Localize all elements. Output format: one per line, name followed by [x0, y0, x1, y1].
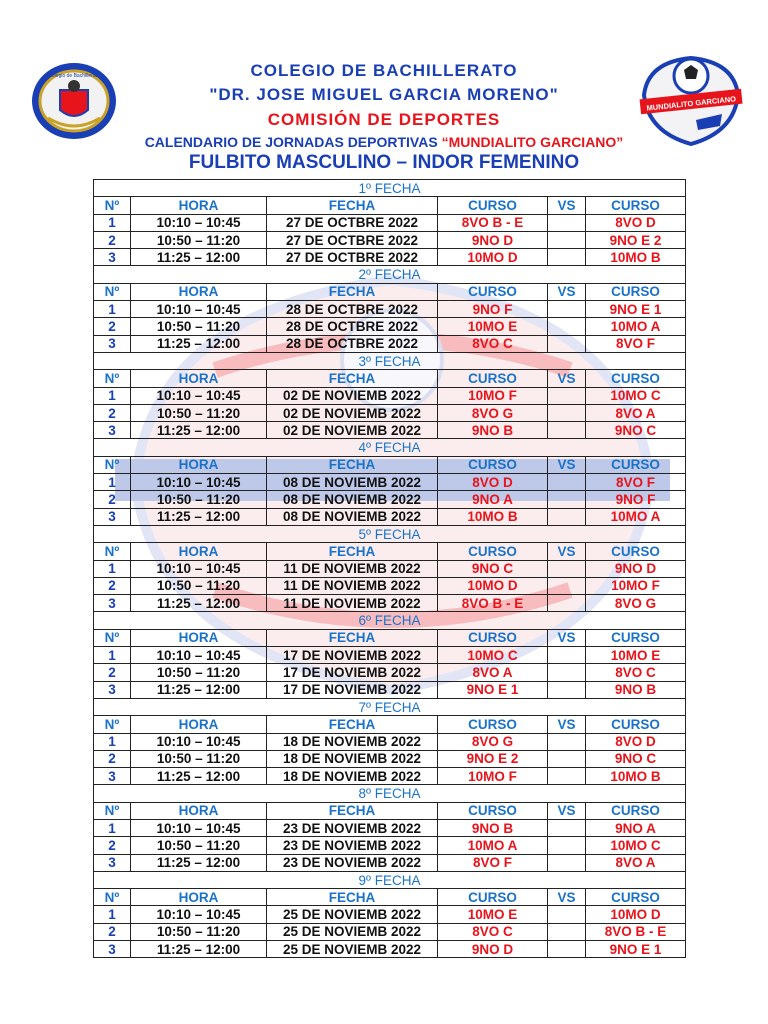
hora-header: HORA	[131, 370, 267, 387]
match-date: 23 DE NOVIEMB 2022	[267, 837, 438, 854]
team-b: 9NO C	[586, 750, 686, 767]
match-number: 1	[94, 733, 131, 750]
team-a: 10MO A	[438, 837, 548, 854]
versus-cell	[548, 560, 586, 577]
match-time: 10:50 – 11:20	[131, 664, 267, 681]
match-date: 25 DE NOVIEMB 2022	[267, 906, 438, 923]
number-header: Nº	[94, 543, 131, 560]
team-a: 10MO F	[438, 768, 548, 785]
match-time: 11:25 – 12:00	[131, 768, 267, 785]
versus-cell	[548, 768, 586, 785]
round-title-row	[94, 180, 686, 197]
round-title: 9º FECHA	[94, 871, 686, 888]
match-row	[94, 595, 686, 612]
team-b: 9NO D	[586, 560, 686, 577]
team-a: 8VO G	[438, 404, 548, 421]
match-date: 27 DE OCTBRE 2022	[267, 214, 438, 231]
versus-cell	[548, 335, 586, 352]
fecha-header: FECHA	[267, 370, 438, 387]
team-a: 9NO C	[438, 560, 548, 577]
versus-cell	[548, 404, 586, 421]
match-date: 27 DE OCTBRE 2022	[267, 249, 438, 266]
team-b: 8VO D	[586, 733, 686, 750]
curso-b-header: CURSO	[586, 802, 686, 819]
match-row	[94, 249, 686, 266]
versus-cell	[548, 837, 586, 854]
hora-header: HORA	[131, 283, 267, 300]
team-a: 9NO D	[438, 941, 548, 958]
match-date: 17 DE NOVIEMB 2022	[267, 681, 438, 698]
match-time: 11:25 – 12:00	[131, 941, 267, 958]
round-title-row	[94, 871, 686, 888]
team-b: 9NO E 1	[586, 301, 686, 318]
school-logo-text: Colegio de Bachillerato	[48, 73, 100, 79]
match-date: 28 DE OCTBRE 2022	[267, 318, 438, 335]
match-date: 18 DE NOVIEMB 2022	[267, 733, 438, 750]
round-title-row	[94, 266, 686, 283]
match-row	[94, 923, 686, 940]
hora-header: HORA	[131, 889, 267, 906]
curso-b-header: CURSO	[586, 716, 686, 733]
fecha-header: FECHA	[267, 716, 438, 733]
team-a: 8VO B - E	[438, 595, 548, 612]
round-title: 4º FECHA	[94, 439, 686, 456]
match-row	[94, 647, 686, 664]
match-number: 2	[94, 837, 131, 854]
match-row	[94, 474, 686, 491]
team-b: 8VO A	[586, 854, 686, 871]
match-row	[94, 577, 686, 594]
match-number: 3	[94, 941, 131, 958]
team-b: 8VO C	[586, 664, 686, 681]
round-title-row	[94, 785, 686, 802]
match-time: 10:50 – 11:20	[131, 750, 267, 767]
match-number: 1	[94, 387, 131, 404]
team-b: 10MO F	[586, 577, 686, 594]
team-b: 10MO E	[586, 647, 686, 664]
hora-header: HORA	[131, 197, 267, 214]
vs-header: VS	[548, 889, 586, 906]
round-title-row	[94, 525, 686, 542]
match-row	[94, 231, 686, 248]
versus-cell	[548, 733, 586, 750]
curso-a-header: CURSO	[438, 456, 548, 473]
curso-b-header: CURSO	[586, 370, 686, 387]
match-number: 1	[94, 560, 131, 577]
curso-a-header: CURSO	[438, 370, 548, 387]
team-a: 9NO E 2	[438, 750, 548, 767]
calendar-title-prefix: CALENDARIO DE JORNADAS DEPORTIVAS	[144, 134, 442, 150]
match-time: 10:50 – 11:20	[131, 491, 267, 508]
team-a: 9NO B	[438, 819, 548, 836]
curso-b-header: CURSO	[586, 543, 686, 560]
team-b: 10MO C	[586, 837, 686, 854]
match-number: 3	[94, 681, 131, 698]
round-title-row	[94, 352, 686, 369]
match-date: 23 DE NOVIEMB 2022	[267, 854, 438, 871]
number-header: Nº	[94, 716, 131, 733]
match-number: 1	[94, 301, 131, 318]
column-header-row	[94, 283, 686, 300]
round-title: 3º FECHA	[94, 352, 686, 369]
match-number: 1	[94, 819, 131, 836]
team-a: 8VO C	[438, 335, 548, 352]
column-header-row	[94, 716, 686, 733]
match-time: 10:50 – 11:20	[131, 923, 267, 940]
match-number: 3	[94, 249, 131, 266]
curso-a-header: CURSO	[438, 629, 548, 646]
team-b: 8VO D	[586, 214, 686, 231]
match-date: 18 DE NOVIEMB 2022	[267, 768, 438, 785]
match-time: 10:10 – 10:45	[131, 906, 267, 923]
team-a: 10MO F	[438, 387, 548, 404]
versus-cell	[548, 387, 586, 404]
column-header-row	[94, 889, 686, 906]
match-row	[94, 837, 686, 854]
round-title: 1º FECHA	[94, 180, 686, 197]
round-title: 5º FECHA	[94, 525, 686, 542]
match-row	[94, 508, 686, 525]
match-time: 11:25 – 12:00	[131, 595, 267, 612]
match-time: 10:10 – 10:45	[131, 819, 267, 836]
number-header: Nº	[94, 370, 131, 387]
match-time: 10:10 – 10:45	[131, 474, 267, 491]
match-date: 28 DE OCTBRE 2022	[267, 335, 438, 352]
vs-header: VS	[548, 802, 586, 819]
fecha-header: FECHA	[267, 456, 438, 473]
match-date: 11 DE NOVIEMB 2022	[267, 595, 438, 612]
curso-b-header: CURSO	[586, 283, 686, 300]
fecha-header: FECHA	[267, 543, 438, 560]
match-time: 10:50 – 11:20	[131, 404, 267, 421]
versus-cell	[548, 595, 586, 612]
round-title: 8º FECHA	[94, 785, 686, 802]
match-row	[94, 404, 686, 421]
match-row	[94, 750, 686, 767]
match-row	[94, 854, 686, 871]
hora-header: HORA	[131, 802, 267, 819]
vs-header: VS	[548, 283, 586, 300]
versus-cell	[548, 301, 586, 318]
match-number: 1	[94, 214, 131, 231]
match-number: 2	[94, 750, 131, 767]
match-date: 28 DE OCTBRE 2022	[267, 301, 438, 318]
versus-cell	[548, 819, 586, 836]
match-date: 17 DE NOVIEMB 2022	[267, 664, 438, 681]
match-date: 18 DE NOVIEMB 2022	[267, 750, 438, 767]
column-header-row	[94, 370, 686, 387]
team-b: 10MO B	[586, 249, 686, 266]
match-time: 11:25 – 12:00	[131, 854, 267, 871]
team-b: 10MO A	[586, 318, 686, 335]
team-a: 10MO D	[438, 577, 548, 594]
match-row	[94, 387, 686, 404]
sports-title: FULBITO MASCULINO – INDOR FEMENINO	[188, 152, 580, 173]
match-date: 25 DE NOVIEMB 2022	[267, 923, 438, 940]
match-date: 02 DE NOVIEMB 2022	[267, 404, 438, 421]
round-title-row	[94, 698, 686, 715]
vs-header: VS	[548, 629, 586, 646]
team-b: 8VO F	[586, 335, 686, 352]
match-number: 3	[94, 768, 131, 785]
match-time: 10:50 – 11:20	[131, 318, 267, 335]
number-header: Nº	[94, 283, 131, 300]
round-title: 6º FECHA	[94, 612, 686, 629]
match-date: 02 DE NOVIEMB 2022	[267, 387, 438, 404]
match-number: 2	[94, 923, 131, 940]
team-b: 8VO A	[586, 404, 686, 421]
team-b: 9NO E 2	[586, 231, 686, 248]
team-a: 8VO G	[438, 733, 548, 750]
column-header-row	[94, 543, 686, 560]
versus-cell	[548, 214, 586, 231]
match-row	[94, 560, 686, 577]
document-header	[0, 0, 768, 178]
match-row	[94, 681, 686, 698]
team-b: 9NO E 1	[586, 941, 686, 958]
match-time: 11:25 – 12:00	[131, 422, 267, 439]
number-header: Nº	[94, 629, 131, 646]
team-a: 10MO E	[438, 318, 548, 335]
curso-b-header: CURSO	[586, 456, 686, 473]
match-row	[94, 301, 686, 318]
match-number: 1	[94, 647, 131, 664]
curso-a-header: CURSO	[438, 802, 548, 819]
match-number: 2	[94, 404, 131, 421]
versus-cell	[548, 854, 586, 871]
match-row	[94, 335, 686, 352]
match-time: 11:25 – 12:00	[131, 249, 267, 266]
versus-cell	[548, 249, 586, 266]
versus-cell	[548, 474, 586, 491]
match-time: 10:10 – 10:45	[131, 560, 267, 577]
hora-header: HORA	[131, 456, 267, 473]
calendar-title-line	[0, 134, 768, 150]
team-b: 9NO A	[586, 819, 686, 836]
match-number: 1	[94, 474, 131, 491]
match-number: 3	[94, 335, 131, 352]
curso-a-header: CURSO	[438, 283, 548, 300]
fecha-header: FECHA	[267, 197, 438, 214]
match-number: 2	[94, 577, 131, 594]
match-time: 10:50 – 11:20	[131, 231, 267, 248]
team-a: 9NO A	[438, 491, 548, 508]
match-number: 3	[94, 508, 131, 525]
column-header-row	[94, 456, 686, 473]
versus-cell	[548, 508, 586, 525]
match-time: 11:25 – 12:00	[131, 335, 267, 352]
match-number: 3	[94, 422, 131, 439]
column-header-row	[94, 629, 686, 646]
round-title: 7º FECHA	[94, 698, 686, 715]
curso-a-header: CURSO	[438, 543, 548, 560]
team-a: 10MO D	[438, 249, 548, 266]
match-number: 2	[94, 231, 131, 248]
fecha-header: FECHA	[267, 283, 438, 300]
team-b: 9NO B	[586, 681, 686, 698]
versus-cell	[548, 681, 586, 698]
match-number: 3	[94, 595, 131, 612]
versus-cell	[548, 318, 586, 335]
team-a: 8VO D	[438, 474, 548, 491]
column-header-row	[94, 197, 686, 214]
match-row	[94, 318, 686, 335]
match-number: 2	[94, 491, 131, 508]
team-b: 8VO G	[586, 595, 686, 612]
match-time: 10:10 – 10:45	[131, 214, 267, 231]
curso-a-header: CURSO	[438, 716, 548, 733]
number-header: Nº	[94, 197, 131, 214]
team-a: 8VO A	[438, 664, 548, 681]
hora-header: HORA	[131, 716, 267, 733]
match-date: 08 DE NOVIEMB 2022	[267, 474, 438, 491]
team-a: 10MO B	[438, 508, 548, 525]
match-row	[94, 733, 686, 750]
round-title-row	[94, 439, 686, 456]
hora-header: HORA	[131, 629, 267, 646]
match-time: 10:50 – 11:20	[131, 577, 267, 594]
team-a: 8VO B - E	[438, 214, 548, 231]
team-a: 9NO D	[438, 231, 548, 248]
versus-cell	[548, 231, 586, 248]
match-date: 17 DE NOVIEMB 2022	[267, 647, 438, 664]
match-row	[94, 214, 686, 231]
round-title: 2º FECHA	[94, 266, 686, 283]
match-row	[94, 422, 686, 439]
vs-header: VS	[548, 456, 586, 473]
match-number: 2	[94, 664, 131, 681]
school-name-line: COLEGIO DE BACHILLERATO	[250, 61, 518, 80]
match-time: 10:10 – 10:45	[131, 387, 267, 404]
match-time: 10:10 – 10:45	[131, 647, 267, 664]
match-number: 1	[94, 906, 131, 923]
fecha-header: FECHA	[267, 802, 438, 819]
match-time: 11:25 – 12:00	[131, 681, 267, 698]
match-date: 08 DE NOVIEMB 2022	[267, 491, 438, 508]
team-a: 9NO E 1	[438, 681, 548, 698]
vs-header: VS	[548, 197, 586, 214]
number-header: Nº	[94, 456, 131, 473]
versus-cell	[548, 906, 586, 923]
team-a: 10MO E	[438, 906, 548, 923]
match-date: 11 DE NOVIEMB 2022	[267, 577, 438, 594]
team-a: 9NO B	[438, 422, 548, 439]
calendar-title-highlight: “MUNDIALITO GARCIANO”	[441, 134, 624, 150]
commission-line: COMISIÓN DE DEPORTES	[267, 110, 501, 129]
match-row	[94, 906, 686, 923]
team-a: 10MO C	[438, 647, 548, 664]
vs-header: VS	[548, 370, 586, 387]
team-a: 8VO F	[438, 854, 548, 871]
match-date: 11 DE NOVIEMB 2022	[267, 560, 438, 577]
curso-b-header: CURSO	[586, 629, 686, 646]
versus-cell	[548, 750, 586, 767]
column-header-row	[94, 802, 686, 819]
versus-cell	[548, 647, 586, 664]
match-row	[94, 941, 686, 958]
curso-b-header: CURSO	[586, 197, 686, 214]
match-number: 2	[94, 318, 131, 335]
team-b: 10MO A	[586, 508, 686, 525]
match-time: 10:10 – 10:45	[131, 301, 267, 318]
team-a: 9NO F	[438, 301, 548, 318]
match-time: 11:25 – 12:00	[131, 508, 267, 525]
hora-header: HORA	[131, 543, 267, 560]
curso-a-header: CURSO	[438, 197, 548, 214]
school-patron-line: "DR. JOSE MIGUEL GARCIA MORENO"	[209, 85, 559, 104]
team-b: 9NO C	[586, 422, 686, 439]
fecha-header: FECHA	[267, 889, 438, 906]
versus-cell	[548, 577, 586, 594]
team-b: 8VO B - E	[586, 923, 686, 940]
match-date: 02 DE NOVIEMB 2022	[267, 422, 438, 439]
match-date: 25 DE NOVIEMB 2022	[267, 941, 438, 958]
team-b: 10MO D	[586, 906, 686, 923]
team-b: 10MO C	[586, 387, 686, 404]
schedule-table	[93, 179, 686, 958]
match-row	[94, 819, 686, 836]
versus-cell	[548, 422, 586, 439]
match-date: 23 DE NOVIEMB 2022	[267, 819, 438, 836]
versus-cell	[548, 491, 586, 508]
mundialito-logo-text: MUNDIALITO GARCIANO	[646, 94, 737, 113]
match-date: 08 DE NOVIEMB 2022	[267, 508, 438, 525]
fecha-header: FECHA	[267, 629, 438, 646]
team-b: 10MO B	[586, 768, 686, 785]
match-row	[94, 768, 686, 785]
round-title-row	[94, 612, 686, 629]
team-a: 8VO C	[438, 923, 548, 940]
number-header: Nº	[94, 889, 131, 906]
number-header: Nº	[94, 802, 131, 819]
versus-cell	[548, 923, 586, 940]
match-number: 3	[94, 854, 131, 871]
versus-cell	[548, 664, 586, 681]
match-row	[94, 491, 686, 508]
curso-b-header: CURSO	[586, 889, 686, 906]
match-row	[94, 664, 686, 681]
match-time: 10:10 – 10:45	[131, 733, 267, 750]
match-date: 27 DE OCTBRE 2022	[267, 231, 438, 248]
vs-header: VS	[548, 716, 586, 733]
match-time: 10:50 – 11:20	[131, 837, 267, 854]
team-b: 8VO F	[586, 474, 686, 491]
vs-header: VS	[548, 543, 586, 560]
curso-a-header: CURSO	[438, 889, 548, 906]
team-b: 9NO F	[586, 491, 686, 508]
versus-cell	[548, 941, 586, 958]
